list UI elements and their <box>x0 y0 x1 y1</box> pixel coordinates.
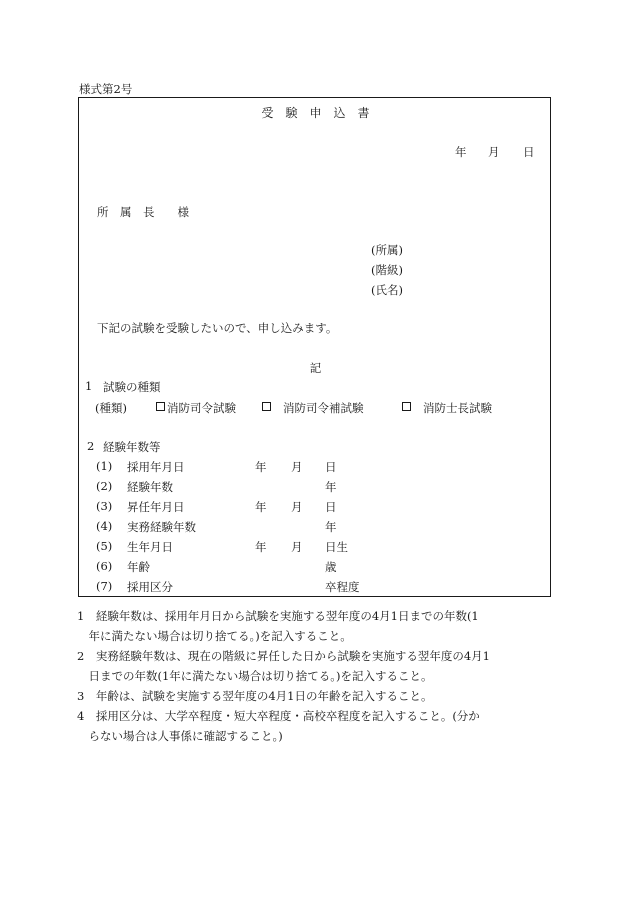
row-month: 月 <box>291 540 303 554</box>
form-title: 受 験 申 込 書 <box>261 106 370 120</box>
row-number: (5) <box>96 539 113 553</box>
row-label: 採用年月日 <box>127 460 185 474</box>
row-unit: 日 <box>325 500 337 514</box>
row-unit: 年 <box>325 520 337 534</box>
applicant-rank-label: (階級) <box>371 263 403 277</box>
row-year: 年 <box>255 500 267 514</box>
row-number: (7) <box>96 579 113 593</box>
date-year-label: 年 <box>455 145 467 159</box>
row-unit: 年 <box>325 480 337 494</box>
row-number: (3) <box>96 499 113 513</box>
row-unit: 歳 <box>325 560 337 574</box>
addressee: 所 属 長 様 <box>97 205 189 219</box>
row-label: 実務経験年数 <box>127 520 196 534</box>
date-month-label: 月 <box>488 145 500 159</box>
option-fire-sub-commander: 消防司令補試験 <box>283 401 364 415</box>
section1-title: 試験の種類 <box>103 380 161 394</box>
option-fire-sergeant: 消防士長試験 <box>423 401 492 415</box>
date-day-label: 日 <box>523 145 535 159</box>
applicant-name-label: (氏名) <box>371 283 403 297</box>
note-line: 年に満たない場合は切り捨てる。)を記入すること。 <box>77 629 352 643</box>
note-line: 日までの年数(1年に満たない場合は切り捨てる。)を記入すること。 <box>77 669 433 683</box>
checkbox-fire-commander[interactable] <box>156 402 165 411</box>
kind-label: (種類) <box>95 401 127 415</box>
row-year: 年 <box>255 540 267 554</box>
row-year: 年 <box>255 460 267 474</box>
section1-number: 1 <box>85 379 93 393</box>
row-number: (6) <box>96 559 113 573</box>
checkbox-fire-sub-commander[interactable] <box>262 402 271 411</box>
footnotes <box>77 606 507 746</box>
note-line: 1 経験年数は、採用年月日から試験を実施する翌年度の4月1日までの年数(1 <box>77 609 479 623</box>
note-line: 3 年齢は、試験を実施する翌年度の4月1日の年齢を記入すること。 <box>77 689 433 703</box>
applicant-dept-label: (所属) <box>371 243 403 257</box>
note-line: 4 採用区分は、大学卒程度・短大卒程度・高校卒程度を記入すること。(分か <box>77 709 480 723</box>
row-label: 年齢 <box>127 560 150 574</box>
checkbox-fire-sergeant[interactable] <box>402 402 411 411</box>
form-number: 様式第2号 <box>79 82 133 96</box>
row-month: 月 <box>291 460 303 474</box>
application-form <box>78 97 551 597</box>
row-label: 生年月日 <box>127 540 173 554</box>
row-label: 昇任年月日 <box>127 500 185 514</box>
row-label: 経験年数 <box>127 480 173 494</box>
section2-title: 経験年数等 <box>103 440 161 454</box>
row-number: (4) <box>96 519 113 533</box>
note-line: 2 実務経験年数は、現在の階級に昇任した日から試験を実施する翌年度の4月1 <box>77 649 490 663</box>
row-label: 採用区分 <box>127 580 173 594</box>
row-number: (2) <box>96 479 113 493</box>
row-unit: 日 <box>325 460 337 474</box>
row-unit: 卒程度 <box>325 580 360 594</box>
ki-heading: 記 <box>309 361 322 375</box>
note-line: らない場合は人事係に確認すること。) <box>77 729 283 743</box>
request-text: 下記の試験を受験したいので、申し込みます。 <box>97 321 338 335</box>
row-unit: 日生 <box>325 540 348 554</box>
option-fire-commander: 消防司令試験 <box>167 401 236 415</box>
row-month: 月 <box>291 500 303 514</box>
section2-number: 2 <box>87 439 95 453</box>
row-number: (1) <box>96 459 113 473</box>
